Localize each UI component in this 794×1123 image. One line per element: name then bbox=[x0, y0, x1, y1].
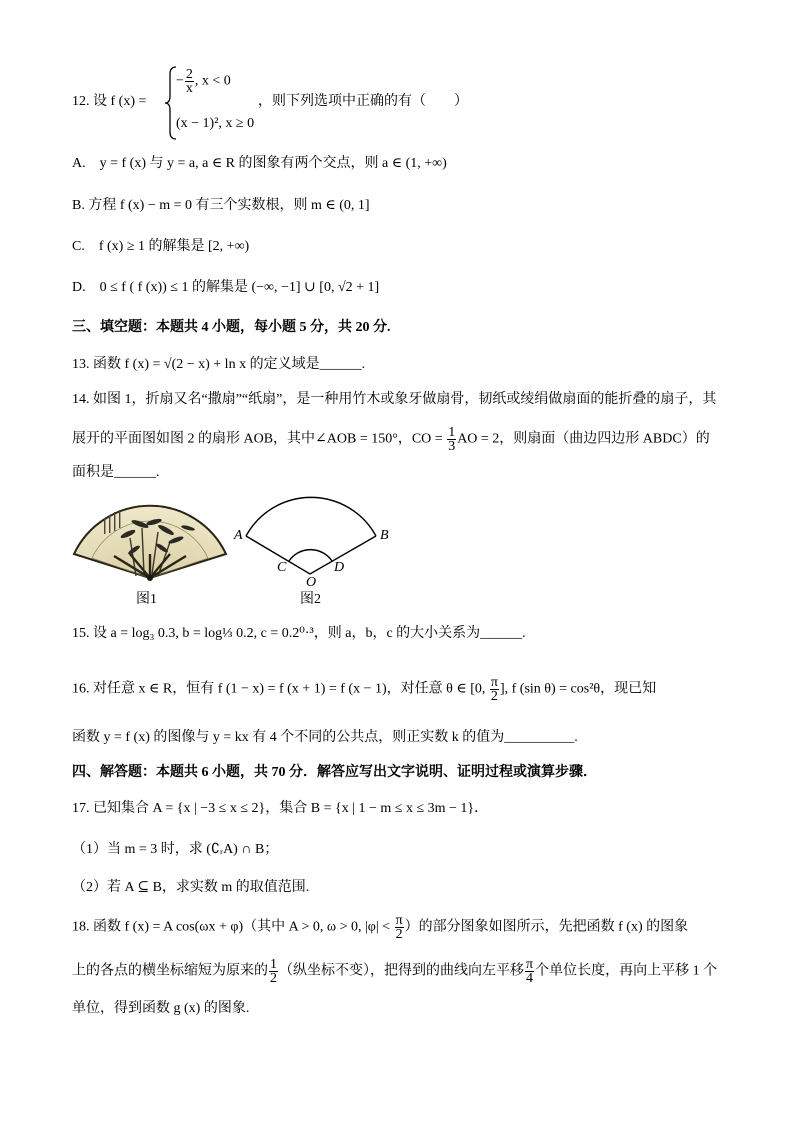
q17-line3: （2）若 A ⊆ B，求实数 m 的取值范围. bbox=[72, 880, 310, 895]
q13: 13. 函数 f (x) = √(2 − x) + ln x 的定义域是______. bbox=[72, 357, 366, 372]
fraction: $\frac{\pi}{2}$ bbox=[395, 913, 403, 942]
q15: 15. 设 a = log₃ 0.3, b = log⅓ 0.2, c = 0.2⁰·³，则 a，b，c 的大小关系为______. bbox=[72, 626, 526, 641]
figure-1-label: 图1 bbox=[136, 592, 157, 607]
q14-line2: 展开的平面图如图 2 的扇形 AOB，其中∠AOB = 150°，CO = $\frac{1}{3}$ AO = 2，则扇面（曲边四边形 ABDC）的 bbox=[72, 425, 710, 454]
fraction: $\frac{2}{x}$ bbox=[185, 67, 193, 96]
fraction: $\frac{\pi}{2}$ bbox=[490, 675, 498, 704]
q12-option-c: C. f (x) ≥ 1 的解集是 [2, +∞) bbox=[72, 239, 250, 254]
q17-line2: （1）当 m = 3 时，求 (∁ᵣA) ∩ B； bbox=[72, 842, 279, 857]
q14-line1: 14. 如图 1，折扇又名“撒扇”“纸扇”，是一种用竹木或象牙做扇骨，韧纸或绫绢做扇面的能折叠的扇子，其 bbox=[72, 392, 717, 407]
q18-line2: 上的各点的横坐标缩短为原来的 $\frac{1}{2}$ （纵坐标不变），把得到的曲线向左平移 $\frac{\pi}{4}$ 个单位长度，再向上平移 1 个 bbox=[72, 957, 718, 986]
q12-option-a: A. y = f (x) 与 y = a, a ∈ R 的图象有两个交点，则 a ∈ (1, +∞) bbox=[72, 156, 447, 171]
figure-2-label: 图2 bbox=[300, 592, 321, 607]
q14-line3: 面积是______. bbox=[72, 465, 160, 480]
point-c-label: C bbox=[277, 560, 287, 575]
q12-piece2: (x − 1)², x ≥ 0 bbox=[176, 116, 255, 131]
point-o-label: O bbox=[306, 575, 317, 588]
point-a-label: A bbox=[234, 528, 243, 543]
point-b-label: B bbox=[380, 528, 389, 543]
fraction: $\frac{1}{2}$ bbox=[270, 957, 277, 986]
folding-fan-image bbox=[70, 498, 230, 586]
q17-line1: 17. 已知集合 A = {x | −3 ≤ x ≤ 2}，集合 B = {x | 1 − m ≤ x ≤ 3m − 1}． bbox=[72, 801, 489, 816]
q16-line2: 函数 y = f (x) 的图像与 y = kx 有 4 个不同的公共点，则正实数 k 的值为__________. bbox=[72, 730, 578, 745]
point-d-label: D bbox=[334, 560, 345, 575]
q12-option-d: D. 0 ≤ f ( f (x)) ≤ 1 的解集是 (−∞, −1] ∪ [0, √2 + 1] bbox=[72, 280, 380, 295]
q12-suffix: ，则下列选项中正确的有（ ） bbox=[258, 94, 468, 109]
q16-line1: 16. 对任意 x ∈ R，恒有 f (1 − x) = f (x + 1) = f (x − 1)，对任意 θ ∈ [0, $\frac{\pi}{2}$ ], f (sin θ) = cos²θ，现已知 bbox=[72, 675, 657, 704]
q12-prefix: 12. 设 f (x) = bbox=[72, 94, 147, 109]
fraction: $\frac{1}{3}$ bbox=[448, 425, 456, 454]
section-4-heading: 四、解答题：本题共 6 小题，共 70 分．解答应写出文字说明、证明过程或演算步骤． bbox=[72, 765, 597, 780]
q12-stem bbox=[72, 92, 146, 112]
q12-option-b: B. 方程 f (x) − m = 0 有三个实数根，则 m ∈ (0, 1] bbox=[72, 198, 370, 213]
q18-line3: 单位，得到函数 g (x) 的图象. bbox=[72, 1001, 250, 1016]
section-3-heading: 三、填空题：本题共 4 小题，每小题 5 分，共 20 分. bbox=[72, 320, 391, 335]
fraction: $\frac{\pi}{4}$ bbox=[526, 957, 534, 986]
q12-piece1: − $\frac{2}{x}$ , x < 0 bbox=[176, 67, 231, 96]
sector-diagram bbox=[232, 488, 404, 588]
q18-line1: 18. 函数 f (x) = A cos(ωx + φ)（其中 A > 0, ω > 0, |φ| < $\frac{\pi}{2}$ ）的部分图象如图所示，先把函数 f (x) 的图象 bbox=[72, 913, 689, 942]
